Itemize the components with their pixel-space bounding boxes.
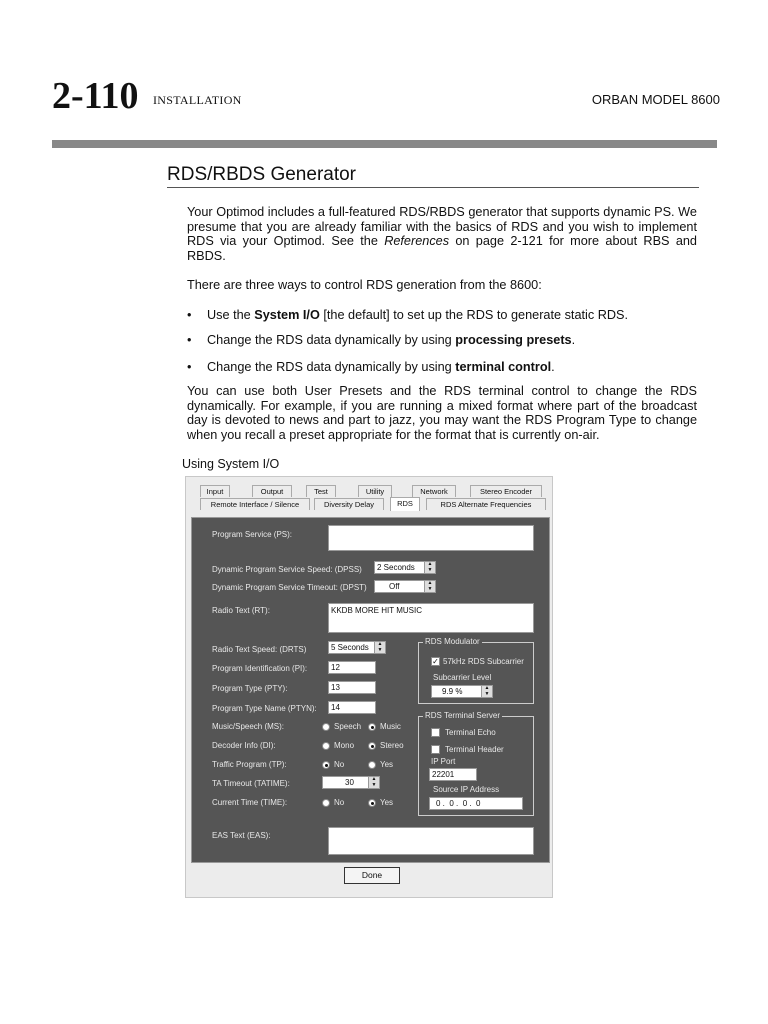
figure-caption: Using System I/O — [182, 457, 280, 471]
page-title: RDS/RBDS Generator — [167, 164, 357, 185]
spinner-arrows-icon[interactable]: ▲ ▼ — [481, 686, 492, 697]
dpst-spinner[interactable]: Off ▲ ▼ — [374, 580, 436, 593]
rds-modulator-group — [418, 637, 534, 704]
bullet-icon: • — [187, 308, 192, 322]
tatime-label: TA Timeout (TATIME): — [212, 779, 290, 788]
spinner-arrows-icon[interactable]: ▲ ▼ — [424, 581, 435, 592]
ip-port-input[interactable]: 22201 — [429, 768, 477, 781]
tp-no-radio[interactable] — [322, 761, 330, 769]
references-link: References — [384, 234, 450, 249]
tab-stereo-encoder[interactable]: Stereo Encoder — [470, 485, 542, 497]
time-no-label: No — [334, 798, 345, 807]
ps-label: Program Service (PS): — [212, 530, 293, 539]
ways-paragraph: There are three ways to control RDS generation from the 8600: — [187, 278, 542, 292]
rds-modulator-title: RDS Modulator — [425, 637, 480, 646]
eas-label: EAS Text (EAS): — [212, 831, 271, 840]
time-label: Current Time (TIME): — [212, 798, 288, 807]
tab-remote-interface[interactable]: Remote Interface / Silence — [200, 498, 310, 510]
music-radio[interactable] — [368, 723, 376, 731]
tp-label: Traffic Program (TP): — [212, 760, 287, 769]
subcarrier-level-spinner[interactable]: 9.9 % ▲ ▼ — [431, 685, 493, 698]
ptyn-label: Program Type Name (PTYN): — [212, 704, 317, 713]
rt-input[interactable]: KKDB MORE HIT MUSIC — [328, 603, 534, 633]
speech-label: Speech — [334, 722, 362, 731]
source-ip-label: Source IP Address — [433, 785, 500, 794]
rds-settings-dialog — [185, 476, 553, 898]
ip-port-label: IP Port — [431, 757, 456, 766]
ps-input[interactable] — [328, 525, 534, 551]
spinner-arrows-icon[interactable]: ▲ ▼ — [424, 562, 435, 573]
drts-spinner[interactable]: 5 Seconds ▲ ▼ — [328, 641, 386, 654]
pty-input[interactable]: 13 — [328, 681, 376, 694]
bullet-icon: • — [187, 360, 192, 374]
pi-label: Program Identification (PI): — [212, 664, 308, 673]
ptyn-input[interactable]: 14 — [328, 701, 376, 714]
terminal-echo-checkbox[interactable] — [431, 728, 440, 737]
rt-label: Radio Text (RT): — [212, 606, 270, 615]
dpst-label: Dynamic Program Service Timeout: (DPST) — [212, 583, 367, 592]
time-yes-radio[interactable] — [368, 799, 376, 807]
eas-input[interactable] — [328, 827, 534, 855]
subcarrier-checkbox[interactable]: ✓ — [432, 657, 439, 666]
mono-label: Mono — [334, 741, 355, 750]
di-label: Decoder Info (DI): — [212, 741, 276, 750]
page-number: 2-110 — [52, 75, 139, 117]
tab-network[interactable]: Network — [412, 485, 456, 497]
subcarrier-level-label: Subcarrier Level — [433, 673, 492, 682]
stereo-label: Stereo — [380, 741, 404, 750]
time-yes-label: Yes — [380, 798, 394, 807]
source-ip-input[interactable]: 0 . 0 . 0 . 0 — [429, 797, 523, 810]
tp-no-label: No — [334, 760, 345, 769]
tab-utility[interactable]: Utility — [358, 485, 392, 497]
tatime-spinner[interactable]: 30 ▲ ▼ — [322, 776, 380, 789]
terminal-header-label: Terminal Header — [445, 745, 504, 754]
usage-paragraph: You can use both User Presets and the RDS terminal control to change the RDS dynamically. For example, if you are running a mixed format where part of the broadcast day is devoted to news and part to jazz, you may want the RDS Program Type to change when you recall a preset appropriate for the format that is currently on-air. — [187, 384, 697, 442]
done-button[interactable]: Done — [344, 867, 400, 884]
rds-terminal-server-title: RDS Terminal Server — [425, 711, 500, 720]
rds-panel — [191, 517, 550, 863]
terminal-header-checkbox[interactable] — [431, 745, 440, 754]
subcarrier-label: 57kHz RDS Subcarrier — [443, 657, 524, 666]
terminal-echo-label: Terminal Echo — [445, 728, 496, 737]
section-title: INSTALLATION — [153, 93, 242, 107]
mono-radio[interactable] — [322, 742, 330, 750]
drts-label: Radio Text Speed: (DRTS) — [212, 645, 307, 654]
time-no-radio[interactable] — [322, 799, 330, 807]
tp-yes-radio[interactable] — [368, 761, 376, 769]
tp-yes-label: Yes — [380, 760, 394, 769]
model-name: ORBAN MODEL 8600 — [591, 92, 720, 107]
dpss-label: Dynamic Program Service Speed: (DPSS) — [212, 565, 362, 574]
tab-rds-alternate-frequencies[interactable]: RDS Alternate Frequencies — [426, 498, 546, 510]
stereo-radio[interactable] — [368, 742, 376, 750]
tab-output[interactable]: Output — [252, 485, 292, 497]
tab-rds[interactable]: RDS — [390, 497, 420, 511]
spinner-arrows-icon[interactable]: ▲ ▼ — [368, 777, 379, 788]
title-rule — [167, 187, 699, 188]
tab-test[interactable]: Test — [306, 485, 336, 497]
header-rule — [52, 140, 717, 148]
pty-label: Program Type (PTY): — [212, 684, 288, 693]
bullet-icon: • — [187, 333, 192, 347]
tab-diversity-delay[interactable]: Diversity Delay — [314, 498, 384, 510]
tab-input[interactable]: Input — [200, 485, 230, 497]
music-label: Music — [380, 722, 401, 731]
ms-label: Music/Speech (MS): — [212, 722, 285, 731]
dpss-spinner[interactable]: 2 Seconds ▲ ▼ — [374, 561, 436, 574]
speech-radio[interactable] — [322, 723, 330, 731]
rds-terminal-server-group — [418, 711, 534, 816]
spinner-arrows-icon[interactable]: ▲ ▼ — [374, 642, 385, 653]
intro-paragraph: Your Optimod includes a full-featured RDS/RBDS generator that supports dynamic PS. We presume that you are already familiar with the basics of RDS and you wish to implement RDS via your Optimod. See the References on page 2-121 for more about RBS and RBDS. — [187, 205, 697, 263]
pi-input[interactable]: 12 — [328, 661, 376, 674]
